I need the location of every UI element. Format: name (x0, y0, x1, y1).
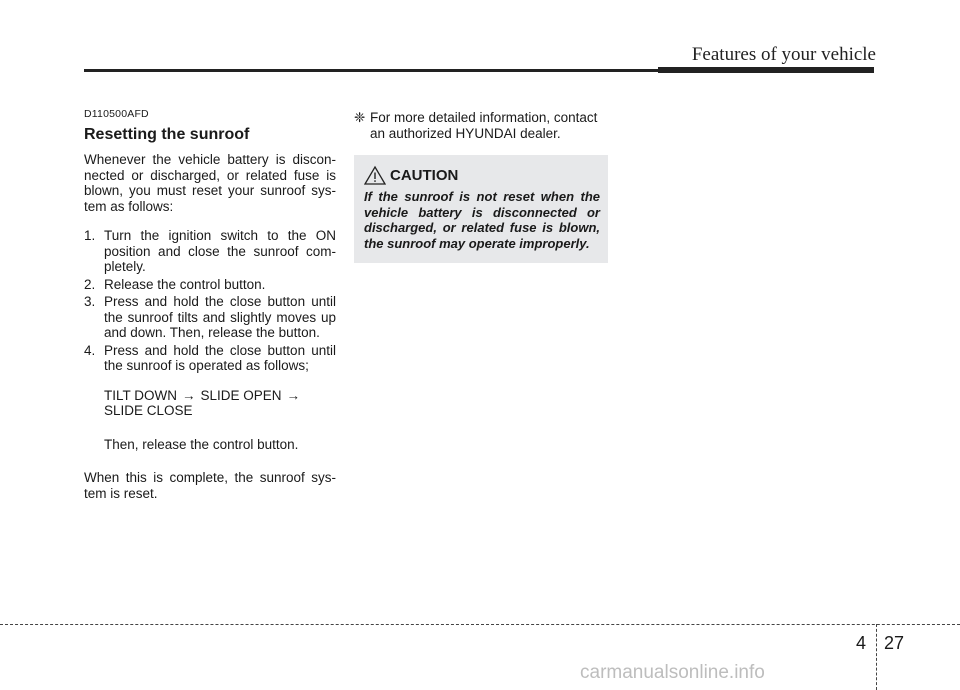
step-number: 4. (84, 342, 96, 358)
step-text: Press and hold the close button until the sunroof is operated as follows; (104, 342, 336, 373)
step-text: Press and hold the close button until the sunroof tilts and slightly moves up and down. Then, release the button. (104, 294, 336, 340)
arrow-right-icon: → (286, 387, 301, 403)
watermark: carmanualsonline.info (580, 662, 765, 683)
info-note (354, 110, 608, 141)
footer-divider (876, 624, 877, 690)
note-text: For more detailed information, contact an authorized HYUNDAI dealer. (370, 110, 598, 141)
middle-column (354, 110, 608, 263)
step-number: 3. (84, 294, 96, 309)
footer-rule (0, 624, 960, 625)
note-mark-icon: ❈ (354, 110, 366, 125)
warning-triangle-icon (364, 165, 386, 185)
step-item (84, 277, 336, 293)
step-text: Turn the ignition switch to the ON position and close the sunroof com-pletely. (104, 228, 336, 274)
then-instruction: Then, release the control button. (104, 436, 299, 452)
caution-header (364, 165, 600, 185)
caution-text: If the sunroof is not reset when the vehicle battery is disconnected or discharged, or related fuse is blown, the sunroof may operate improperly. (364, 189, 600, 251)
section-title: Resetting the sunroof (84, 126, 250, 143)
header-rule-accent (658, 67, 874, 73)
steps-list (84, 228, 336, 374)
section-code: D110500AFD (84, 108, 149, 120)
step-item (84, 228, 336, 275)
section-number: 4 (856, 633, 867, 653)
step-item (84, 343, 336, 374)
left-column (84, 108, 336, 501)
sequence-step-slide-open: SLIDE OPEN (200, 387, 282, 403)
intro-paragraph: Whenever the vehicle battery is discon-nected or discharged, or related fuse is blown, you must reset your sunroof sys-tem as follows: (84, 152, 336, 214)
step-text: Release the control button. (104, 276, 266, 292)
step-number: 1. (84, 228, 96, 243)
operation-sequence (104, 388, 336, 419)
step-item (84, 294, 336, 341)
page-number: 27 (884, 633, 905, 653)
sequence-step-slide-close: SLIDE CLOSE (104, 403, 193, 418)
caution-title: CAUTION (390, 166, 459, 184)
caution-box (354, 155, 608, 263)
conclusion-paragraph: When this is complete, the sunroof sys-tem is reset. (84, 470, 336, 501)
arrow-right-icon: → (182, 387, 196, 403)
step-number: 2. (84, 276, 96, 292)
sequence-step-tilt-down: TILT DOWN (104, 387, 177, 403)
page-header-title: Features of your vehicle (691, 44, 876, 65)
